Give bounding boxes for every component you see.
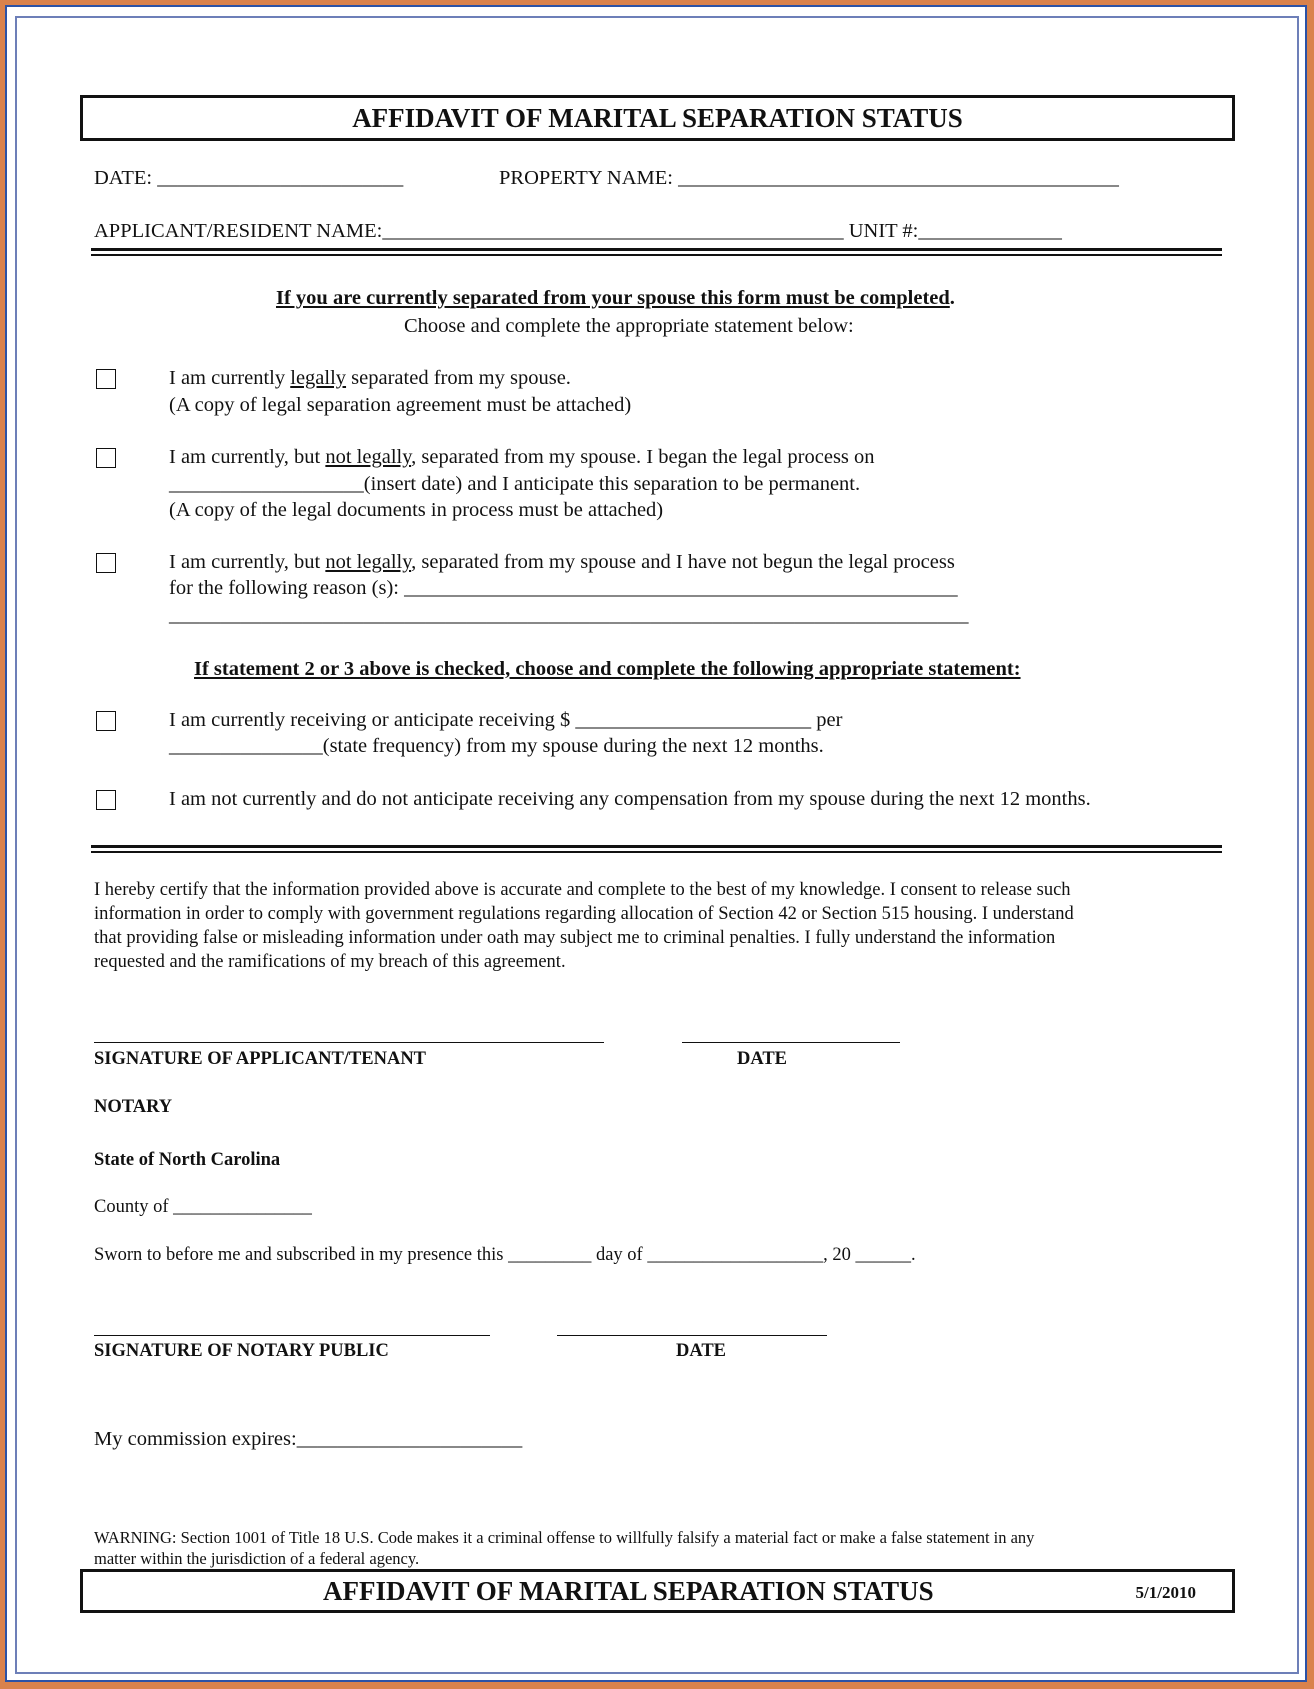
statement-2-note: (A copy of the legal documents in process must be attached) <box>169 499 664 521</box>
notary-signature-label: SIGNATURE OF NOTARY PUBLIC <box>94 1341 389 1361</box>
statement-4-text: I am currently receiving or anticipate receiving $ _______________________ per <box>169 709 843 731</box>
statement-2-date-line: ___________________(insert date) and I anticipate this separation to be permanent. <box>169 473 861 495</box>
certify-line-2: information in order to comply with government regulations regarding allocation of Section 42 or Section 515 housing. I understand <box>94 904 1074 924</box>
notary-signature-line[interactable] <box>94 1335 490 1336</box>
section-divider-top <box>91 248 1222 256</box>
statement-1-text: I am currently legally separated from my spouse. <box>169 367 571 389</box>
statement-4-frequency-line: _______________(state frequency) from my spouse during the next 12 months. <box>169 735 824 757</box>
statement-3-reason-line-2: ______________________________________________________________________________ <box>169 604 969 626</box>
certify-line-4: requested and the ramifications of my breach of this agreement. <box>94 952 566 972</box>
applicant-signature-line[interactable] <box>94 1042 604 1043</box>
statement-1-note: (A copy of legal separation agreement must be attached) <box>169 394 632 416</box>
warning-line-2: matter within the jurisdiction of a federal agency. <box>94 1549 420 1568</box>
statement-3-checkbox[interactable] <box>96 553 116 573</box>
notary-heading: NOTARY <box>94 1097 173 1117</box>
statement-2-text: I am currently, but not legally, separated from my spouse. I began the legal process on <box>169 446 875 468</box>
section-divider-bottom <box>91 845 1222 853</box>
date-field-label: DATE: ________________________ <box>94 167 404 189</box>
statement-5-text: I am not currently and do not anticipate receiving any compensation from my spouse during the next 12 months. <box>169 788 1091 810</box>
notary-date-label: DATE <box>676 1341 727 1361</box>
applicant-name-field-label: APPLICANT/RESIDENT NAME:_____________________________________________ UNIT #:______________ <box>94 220 1062 242</box>
statement-1-checkbox[interactable] <box>96 369 116 389</box>
footer-revision-date: 5/1/2010 <box>1135 1583 1196 1602</box>
footer-title: AFFIDAVIT OF MARITAL SEPARATION STATUS <box>323 1576 934 1606</box>
form-title: AFFIDAVIT OF MARITAL SEPARATION STATUS <box>352 103 963 133</box>
footer-box <box>80 1569 1235 1613</box>
statement-5-checkbox[interactable] <box>96 790 116 810</box>
intro-subheading: Choose and complete the appropriate statement below: <box>404 315 854 337</box>
second-section-heading: If statement 2 or 3 above is checked, choose and complete the following appropriate statement: <box>194 658 1021 680</box>
intro-heading: If you are currently separated from your spouse this form must be completed. <box>276 287 955 309</box>
notary-date-line[interactable] <box>557 1335 827 1336</box>
county-field: County of _______________ <box>94 1197 312 1217</box>
statement-3-text: I am currently, but not legally, separated from my spouse and I have not begun the legal process <box>169 551 955 573</box>
sworn-statement: Sworn to before me and subscribed in my presence this _________ day of ___________________, 20 ______. <box>94 1245 916 1265</box>
statement-4-checkbox[interactable] <box>96 711 116 731</box>
applicant-date-line[interactable] <box>682 1042 900 1043</box>
form-title-box <box>80 95 1235 141</box>
statement-3-reason-line: for the following reason (s): ______________________________________________________ <box>169 577 958 599</box>
commission-expires-field: My commission expires:______________________ <box>94 1428 523 1450</box>
state-label: State of North Carolina <box>94 1150 281 1170</box>
applicant-date-label: DATE <box>737 1049 788 1069</box>
certify-line-3: that providing false or misleading information under oath may subject me to criminal penalties. I fully understand the information <box>94 928 1056 948</box>
statement-2-checkbox[interactable] <box>96 448 116 468</box>
applicant-signature-label: SIGNATURE OF APPLICANT/TENANT <box>94 1049 427 1069</box>
property-name-field-label: PROPERTY NAME: ___________________________________________ <box>499 167 1119 189</box>
certify-line-1: I hereby certify that the information provided above is accurate and complete to the best of my knowledge. I consent to release such <box>94 880 1071 900</box>
warning-line-1: WARNING: Section 1001 of Title 18 U.S. Code makes it a criminal offense to willfully falsify a material fact or make a false statement in any <box>94 1528 1035 1547</box>
